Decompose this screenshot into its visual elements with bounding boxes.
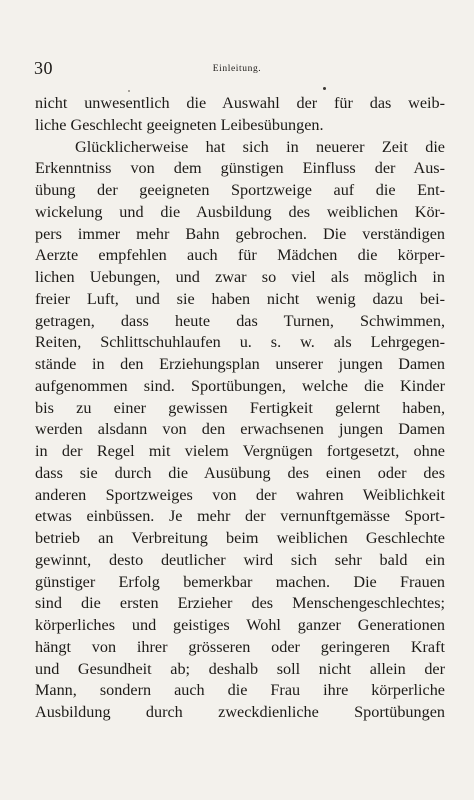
text-line: pers immer mehr Bahn gebrochen. Die verständigen [35,224,445,243]
print-speck [128,90,130,92]
page-number: 30 [34,58,53,78]
text-line: bis zu einer gewissen Fertigkeit gelernt haben, [35,398,445,417]
text-line: sind die ersten Erzieher des Menschengeschlechtes; [35,594,445,613]
text-line: Erkenntniss von dem günstigen Einfluss der Aus- [35,159,445,178]
text-line: werden alsdann von den erwachsenen jungen Damen [35,420,445,439]
text-line: günstiger Erfolg bemerkbar machen. Die Frauen [35,572,445,591]
text-line: lichen Uebungen, und zwar so viel als möglich in [35,268,445,286]
text-line: Aerzte empfehlen auch für Mädchen die körper- [35,246,445,265]
text-line: gewinnt, desto deutlicher wird sich sehr bald ein [35,550,445,569]
text-line: getragen, dass heute das Turnen, Schwimmen, [35,311,445,330]
text-line: nicht unwesentlich die Auswahl der für das weib- [35,94,445,112]
text-line: körperliches und geistiges Wohl ganzer Generationen [35,616,445,634]
text-line: Mann, sondern auch die Frau ihre körperliche [35,681,445,700]
text-line: etwas einbüssen. Je mehr der vernunftgemässe Sport- [35,507,445,526]
text-line: Ausbildung durch zweckdienliche Sportübungen [35,703,445,721]
text-line: aufgenommen sind. Sportübungen, welche die Kinder [35,376,445,395]
text-line: hängt von ihrer grösseren oder geringeren Kraft [35,637,445,656]
text-line: übung der geeigneten Sportzweige auf die Ent- [35,181,445,199]
text-line: betrieb an Verbreitung beim weiblichen Geschlechte [35,529,445,547]
text-line: freier Luft, und sie haben nicht wenig dazu bei- [35,289,445,308]
text-line: in der Regel mit vielem Vergnügen fortgesetzt, ohne [35,442,445,460]
text-line: wickelung und die Ausbildung des weiblichen Kör- [35,202,445,221]
text-line: und Gesundheit ab; deshalb soll nicht allein der [35,659,445,678]
running-title: Einleitung. [212,64,262,74]
text-line: dass sie durch die Ausübung des einen oder des [35,463,445,482]
text-line: stände in den Erziehungsplan unserer jungen Damen [35,355,445,373]
text-line: liche Geschlecht geeigneten Leibesübungen. [35,115,324,134]
print-speck [323,87,326,90]
text-line: Glücklicherweise hat sich in neuerer Zeit die [75,137,445,156]
text-line: anderen Sportzweiges von der wahren Weiblichkeit [35,485,445,504]
body-text [35,93,445,724]
text-line: Reiten, Schlittschuhlaufen u. s. w. als Lehrgegen- [35,333,445,352]
